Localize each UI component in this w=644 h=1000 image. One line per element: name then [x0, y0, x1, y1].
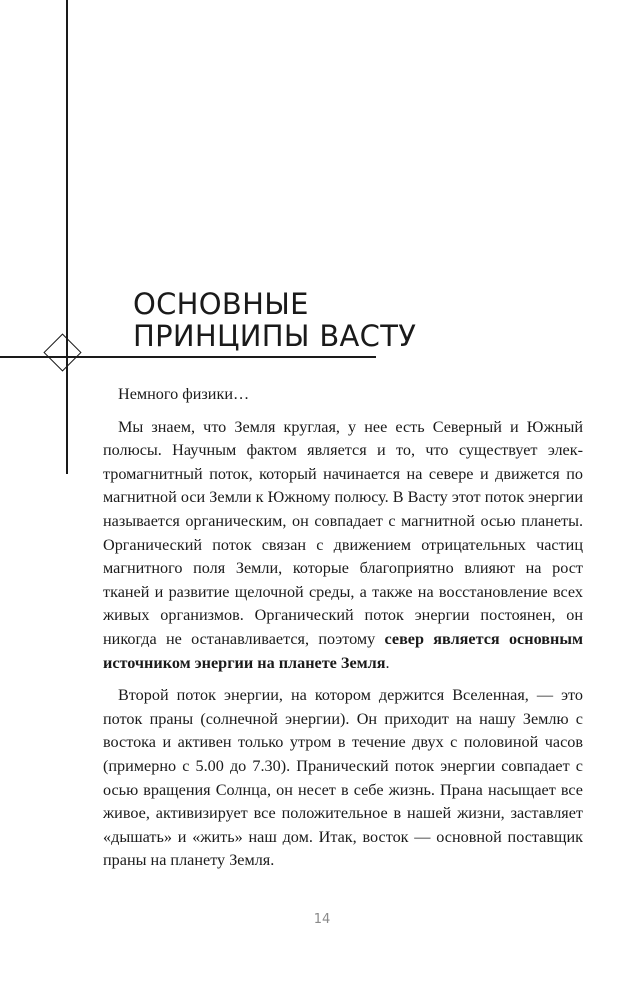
- diamond-ornament-icon: [43, 333, 81, 371]
- paragraph-intro: Немного физики…: [118, 385, 250, 403]
- paragraph-organic-flow-emphasis: север является основным источником энергии на планете Земля: [103, 629, 583, 672]
- decorative-vertical-rule: [66, 0, 68, 474]
- chapter-title-line-2: ПРИНЦИПЫ ВАСТУ: [133, 319, 417, 353]
- page-number: 14: [313, 912, 331, 927]
- chapter-title: [133, 288, 416, 352]
- chapter-body: [103, 383, 583, 882]
- paragraph-organic-flow-end: .: [385, 653, 390, 672]
- paragraph-organic-flow: [103, 416, 583, 676]
- paragraph-organic-flow-text: Мы знаем, что Земля круглая, у нее есть Северный и Южный полюсы. Научным фактом является и то, что существует электромагнитный поток, который начинается на севере и движется по магнитной оси Земли к Южному полюсу. В Васту этот поток энергии называется органическим, он совпадает с магнитной осью планеты. Органический поток связан с движением отрицательных частиц магнитного поля Земли, которые благоприятно влияют на рост тканей и развитие щелочной среды, а также на восстановление всех живых организмов. Органический поток энергии постоянен, он никогда не останавливается, поэтому: [103, 417, 583, 648]
- paragraph-prana-flow: Второй поток энергии, на котором держится Вселенная, — это поток праны (солнечной энергии). Он приходит на нашу Землю с востока и активен только утром в течение двух с половиной часов (примерно с 5.00 до 7.30). Пранический поток энергии совпадает с осью вращения Солнца, он несет в себе жизнь. Прана насыщает все живое, активизирует все положительное в нашей жизни, заставляет «дышать» и «жить» наш дом. Итак, восток — основной поставщик праны на планету Земля.: [103, 686, 583, 870]
- chapter-title-line-1: ОСНОВНЫЕ: [133, 287, 309, 321]
